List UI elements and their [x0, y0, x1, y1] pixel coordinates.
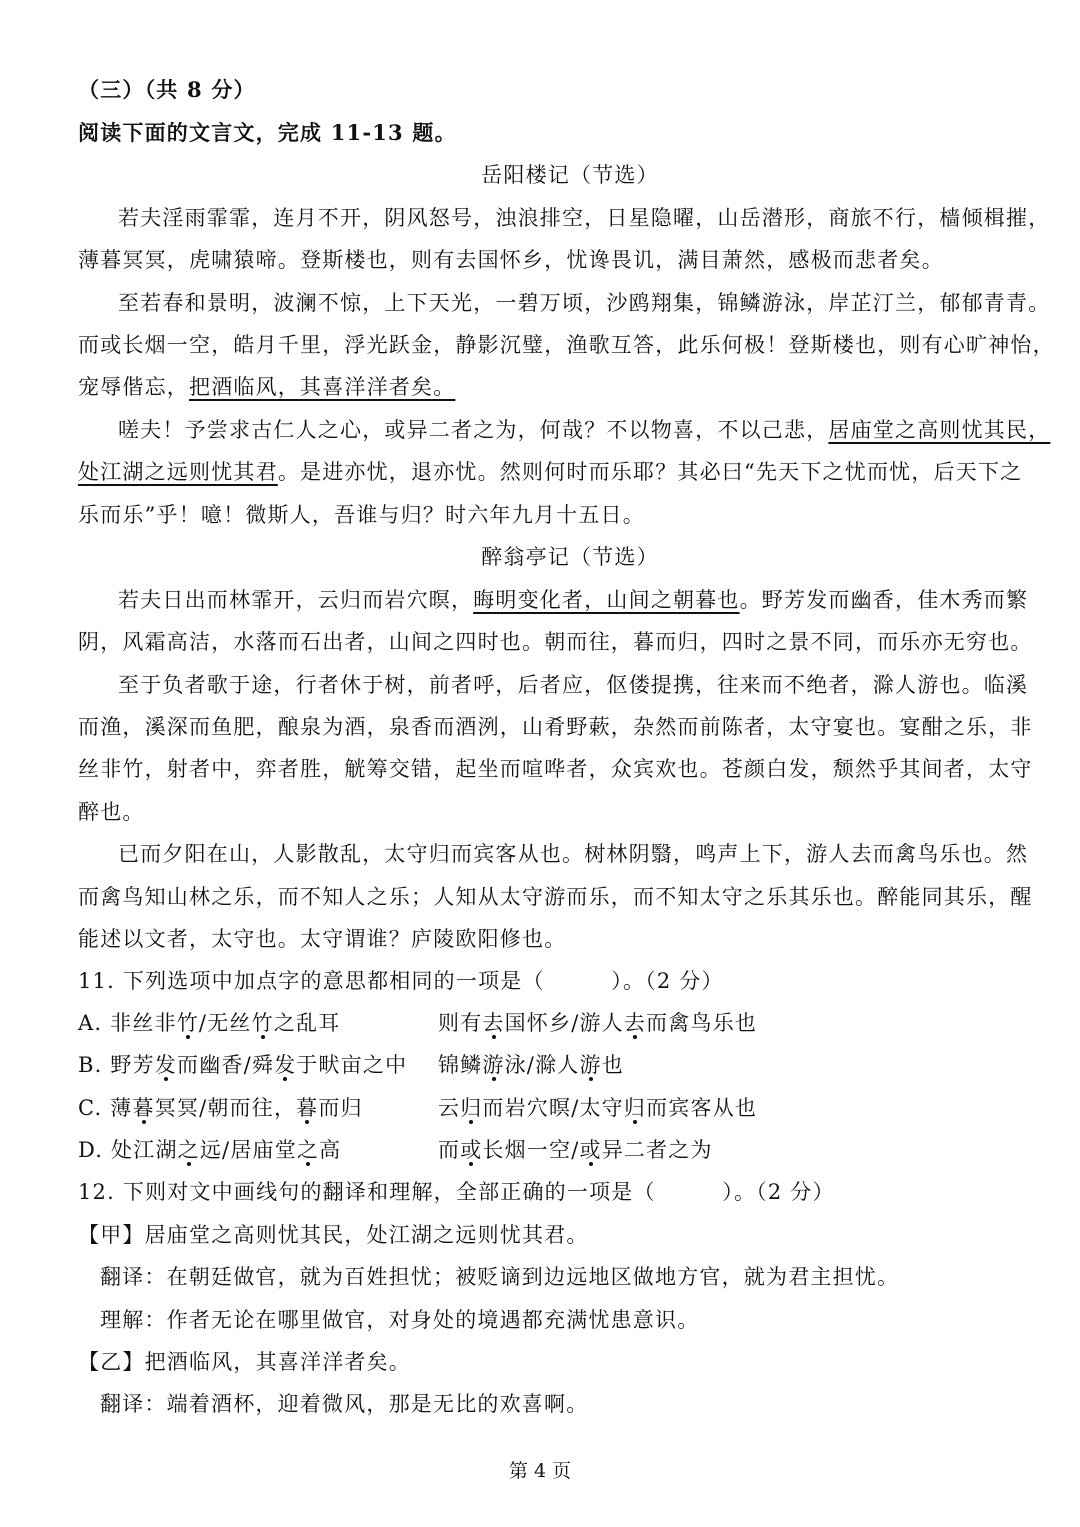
option-text: 则有	[438, 1011, 483, 1035]
option-text: 国怀乡/游人	[504, 1011, 624, 1035]
question-12-jia	[78, 1220, 589, 1250]
option-d-right	[438, 1135, 713, 1165]
underlined-sentence-jia-part1: 居庙堂之高则忧其民，	[828, 418, 1051, 442]
passage2-p3-line3: 能述以文者，太守也。太守谓谁？庐陵欧阳修也。	[78, 927, 567, 951]
passage1-p1-line1: 若夫淫雨霏霏，连月不开，阴风怒号，浊浪排空，日星隐曜，山岳潜形，商旅不行，樯倾楫摧，	[118, 206, 1051, 230]
jia-label: 【甲】	[78, 1223, 145, 1247]
underlined-sentence-jia-part2: 处江湖之远则忧其君	[78, 460, 278, 484]
passage1-p2-line2: 而或长烟一空，皓月千里，浮光跃金，静影沉璧，渔歌互答，此乐何极！登斯楼也，则有心旷神怡，	[78, 333, 1055, 357]
dotted-char: 归	[460, 1096, 483, 1120]
option-text: 于畎亩之中	[296, 1053, 408, 1077]
option-text: 而宾客从也	[646, 1096, 758, 1120]
option-text: B. 野芳	[78, 1053, 155, 1077]
dotted-char: 之	[296, 1138, 320, 1162]
option-text: 长烟一空/	[482, 1138, 580, 1162]
dotted-char: 暮	[296, 1096, 319, 1120]
dotted-char: 之	[177, 1138, 200, 1162]
dotted-char: 游	[482, 1053, 505, 1077]
question-11-option-a	[78, 1008, 758, 1038]
text-segment: 若夫日出而林霏开，云归而岩穴暝，	[118, 588, 474, 612]
dotted-char: 去	[623, 1011, 647, 1035]
text-segment: 宠辱偕忘，	[78, 375, 189, 399]
question-12-yi-translation: 翻译：端着酒杯，迎着微风，那是无比的欢喜啊。	[100, 1392, 589, 1416]
option-text: 高	[319, 1138, 342, 1162]
passage2-p2-line1: 至于负者歌于途，行者休于树，前者呼，后者应，伛偻提携，往来而不绝者，滁人游也。临溪	[118, 673, 1029, 697]
dotted-char: 归	[623, 1096, 647, 1120]
option-text: 而禽鸟乐也	[646, 1011, 758, 1035]
passage2-p3-line2: 而禽鸟知山林之乐，而不知人之乐；人知从太守游而乐，而不知太守之乐其乐也。醉能同其乐，醒	[78, 885, 1033, 909]
dotted-char: 发	[154, 1053, 177, 1077]
option-text: D. 处江湖	[78, 1138, 178, 1162]
yi-label: 【乙】	[78, 1350, 145, 1374]
option-text: 而幽香/舜	[177, 1053, 275, 1077]
option-text: 异二者之为	[601, 1138, 713, 1162]
question-12-stem: 12. 下则对文中画线句的翻译和理解，全部正确的一项是（ ）。（2 分）	[78, 1180, 835, 1204]
instruction: 阅读下面的文言文，完成 11-13 题。	[78, 120, 457, 145]
option-text: 冥冥/朝而往，	[154, 1096, 297, 1120]
passage2-p1-line1	[118, 585, 1028, 615]
option-text: 也	[601, 1053, 624, 1077]
option-c-right	[438, 1093, 757, 1123]
question-11-stem: 11. 下列选项中加点字的意思都相同的一项是（ ）。（2 分）	[78, 969, 724, 993]
yi-text: 把酒临风，其喜洋洋者矣。	[144, 1350, 412, 1374]
passage2-p2-line4: 醉也。	[78, 800, 145, 824]
option-text: 而	[438, 1138, 461, 1162]
option-a-right	[438, 1008, 757, 1038]
dotted-char: 游	[579, 1053, 602, 1077]
jia-text: 居庙堂之高则忧其民，处江湖之远则忧其君。	[144, 1223, 589, 1247]
dotted-char: 或	[579, 1138, 602, 1162]
dotted-char: 发	[274, 1053, 297, 1077]
dotted-char: 去	[482, 1011, 505, 1035]
option-b-right	[438, 1050, 624, 1080]
dotted-char: 或	[460, 1138, 483, 1162]
passage2-title: 醉翁亭记（节选）	[481, 545, 659, 569]
underlined-sentence-yi: 把酒临风，其喜洋洋者矣。	[189, 375, 456, 399]
option-text: 而归	[318, 1096, 363, 1120]
option-text: 远/居庙堂	[199, 1138, 297, 1162]
passage1-p2-line1: 至若春和景明，波澜不惊，上下天光，一碧万顷，沙鸥翔集，锦鳞游泳，岸芷汀兰，郁郁青青。	[118, 291, 1051, 315]
dotted-char: 竹	[251, 1011, 274, 1035]
text-segment: 嗟夫！予尝求古仁人之心，或异二者之为，何哉？不以物喜，不以己悲，	[118, 418, 829, 442]
question-11-option-c	[78, 1093, 758, 1123]
passage2-p1-line2: 阴，风霜高洁，水落而石出者，山间之四时也。朝而往，暮而归，四时之景不同，而乐亦无穷也。	[78, 630, 1033, 654]
option-text: 泳/滁人	[504, 1053, 580, 1077]
option-text: 锦鳞	[438, 1053, 483, 1077]
option-text: 云	[438, 1096, 461, 1120]
passage1-p3-line1	[118, 415, 1050, 445]
question-11-option-d	[78, 1135, 713, 1165]
page-number: 第 4 页	[508, 1460, 572, 1482]
text-segment: 。野芳发而幽香，佳木秀而繁	[739, 588, 1029, 612]
option-text: A. 非丝非	[78, 1011, 177, 1035]
question-12-jia-understanding: 理解：作者无论在哪里做官，对身处的境遇都充满忧患意识。	[100, 1308, 700, 1332]
passage1-p1-line2: 薄暮冥冥，虎啸猿啼。登斯楼也，则有去国怀乡，忧谗畏讥，满目萧然，感极而悲者矣。	[78, 248, 944, 272]
option-text: /无丝	[198, 1011, 252, 1035]
passage1-p3-line2	[78, 457, 1022, 487]
question-12-yi	[78, 1347, 411, 1377]
question-12-jia-translation: 翻译：在朝廷做官，就为百姓担忧；被贬谪到边远地区做地方官，就为君主担忧。	[100, 1265, 900, 1289]
underlined-sentence: 晦明变化者，山间之朝暮也	[473, 588, 740, 612]
passage2-p3-line1: 已而夕阳在山，人影散乱，太守归而宾客从也。树林阴翳，鸣声上下，游人去而禽鸟乐也。然	[118, 842, 1029, 866]
passage2-p2-line2: 而渔，溪深而鱼肥，酿泉为酒，泉香而酒洌，山肴野蔌，杂然而前陈者，太守宴也。宴酣之乐，非	[78, 715, 1033, 739]
section-header: （三）（共 8 分）	[78, 77, 256, 102]
option-text: 而岩穴暝/太守	[482, 1096, 624, 1120]
passage1-p2-line3	[78, 372, 455, 402]
dotted-char: 暮	[132, 1096, 155, 1120]
option-text: 之乱耳	[273, 1011, 341, 1035]
question-11-option-b	[78, 1050, 624, 1080]
passage1-p3-line3: 乐而乐”乎！噫！微斯人，吾谁与归？时六年九月十五日。	[78, 503, 645, 527]
passage1-title: 岳阳楼记（节选）	[481, 163, 659, 187]
dotted-char: 竹	[176, 1011, 199, 1035]
text-segment: 。是进亦忧，退亦忧。然则何时而乐耶？其必曰“先天下之忧而忧，后天下之	[277, 460, 1023, 484]
option-text: C. 薄	[78, 1096, 133, 1120]
passage2-p2-line3: 丝非竹，射者中，弈者胜，觥筹交错，起坐而喧哗者，众宾欢也。苍颜白发，颓然乎其间者，太守	[78, 757, 1033, 781]
